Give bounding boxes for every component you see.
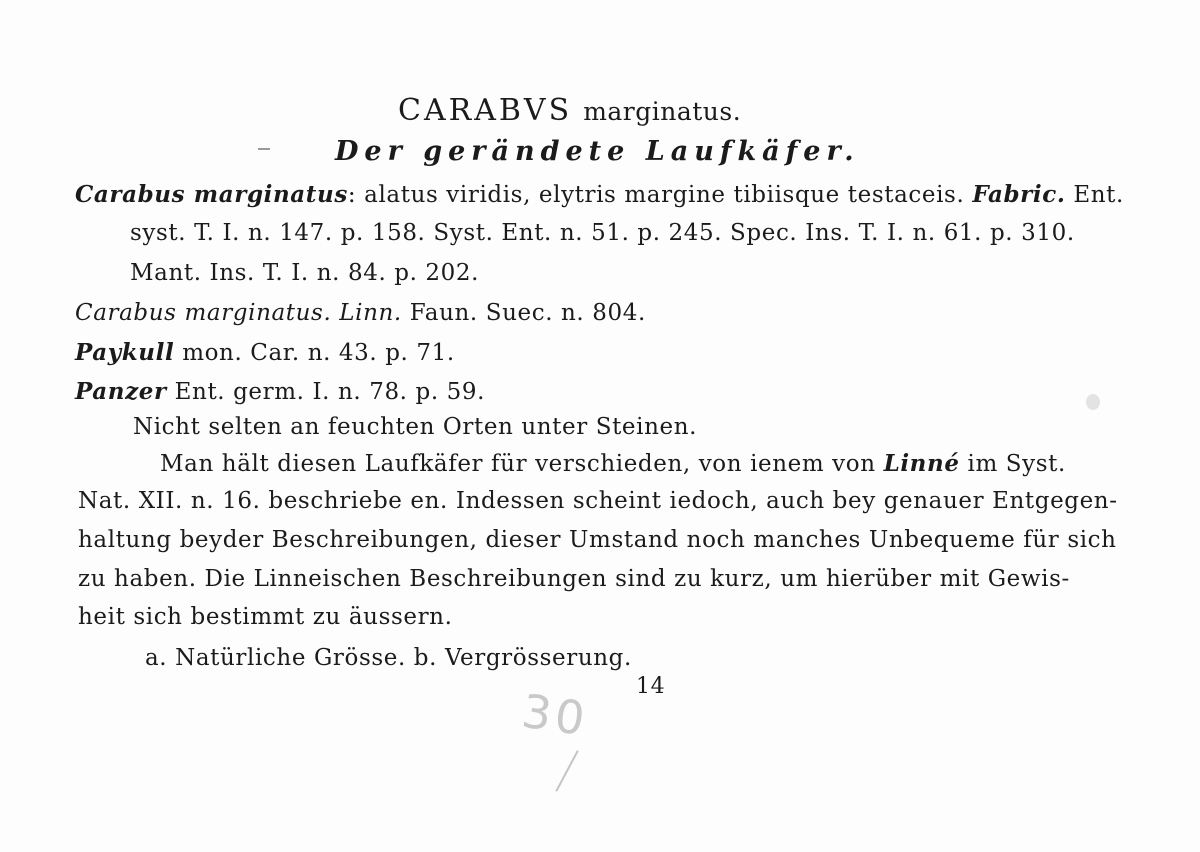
synonym-line-5	[75, 341, 455, 365]
synonym-line-6	[75, 380, 485, 404]
habitat-note: Nicht selten an feuchten Orten unter Steinen.	[133, 414, 698, 440]
author-panzer: Panzer	[75, 378, 167, 405]
paragraph-text: im Syst.	[967, 451, 1066, 477]
author-fabricius: Fabric.	[972, 181, 1066, 208]
dash-mark	[258, 148, 270, 150]
paragraph-line-3: haltung beyder Beschreibungen, dieser Umstand noch manches Unbequeme für sich	[78, 527, 1117, 553]
reference-text: Ent.	[1073, 182, 1124, 208]
pencil-annotation: 30	[518, 683, 592, 747]
pencil-stroke	[555, 750, 578, 792]
figure-caption: a. Natürliche Grösse. b. Vergrösserung.	[145, 645, 632, 671]
genus-name: CARABVS	[398, 93, 573, 128]
author-paykull: Paykull	[75, 339, 175, 366]
paragraph-line-4: zu haben. Die Linneischen Beschreibungen sind zu kurz, um hierüber mit Gewis-	[78, 566, 1070, 592]
taxon-name: Carabus marginatus	[75, 181, 348, 208]
page-title	[398, 93, 742, 128]
page-subtitle: Der gerändete Laufkäfer.	[335, 136, 860, 167]
paragraph-text: Man hält diesen Laufkäfer für verschieden, von ienem von	[160, 451, 876, 477]
taxon-name: Carabus marginatus.	[75, 300, 332, 326]
description-text: : alatus viridis, elytris margine tibiisque testaceis.	[347, 182, 965, 208]
synonym-line-2: syst. T. I. n. 147. p. 158. Syst. Ent. n. 51. p. 245. Spec. Ins. T. I. n. 61. p. 310.	[130, 220, 1075, 246]
paragraph-line-5: heit sich bestimmt zu äussern.	[78, 604, 453, 630]
author-linnaeus: Linn.	[339, 300, 402, 326]
paragraph-line-1	[160, 452, 1066, 476]
reference-text: Faun. Suec. n. 804.	[409, 300, 646, 326]
synonym-line-3: Mant. Ins. T. I. n. 84. p. 202.	[130, 260, 480, 286]
reference-text: Ent. germ. I. n. 78. p. 59.	[174, 379, 486, 405]
paper-smudge	[1086, 394, 1100, 410]
species-name: marginatus.	[583, 97, 742, 126]
paragraph-line-2: Nat. XII. n. 16. beschriebe en. Indessen scheint iedoch, auch bey genauer Entgegen-	[78, 488, 1118, 514]
synonym-line-4	[75, 302, 646, 325]
author-linne: Linné	[883, 450, 960, 477]
synonym-line-1	[75, 183, 1124, 207]
reference-text: mon. Car. n. 43. p. 71.	[182, 340, 455, 366]
page-number: 14	[636, 674, 666, 699]
